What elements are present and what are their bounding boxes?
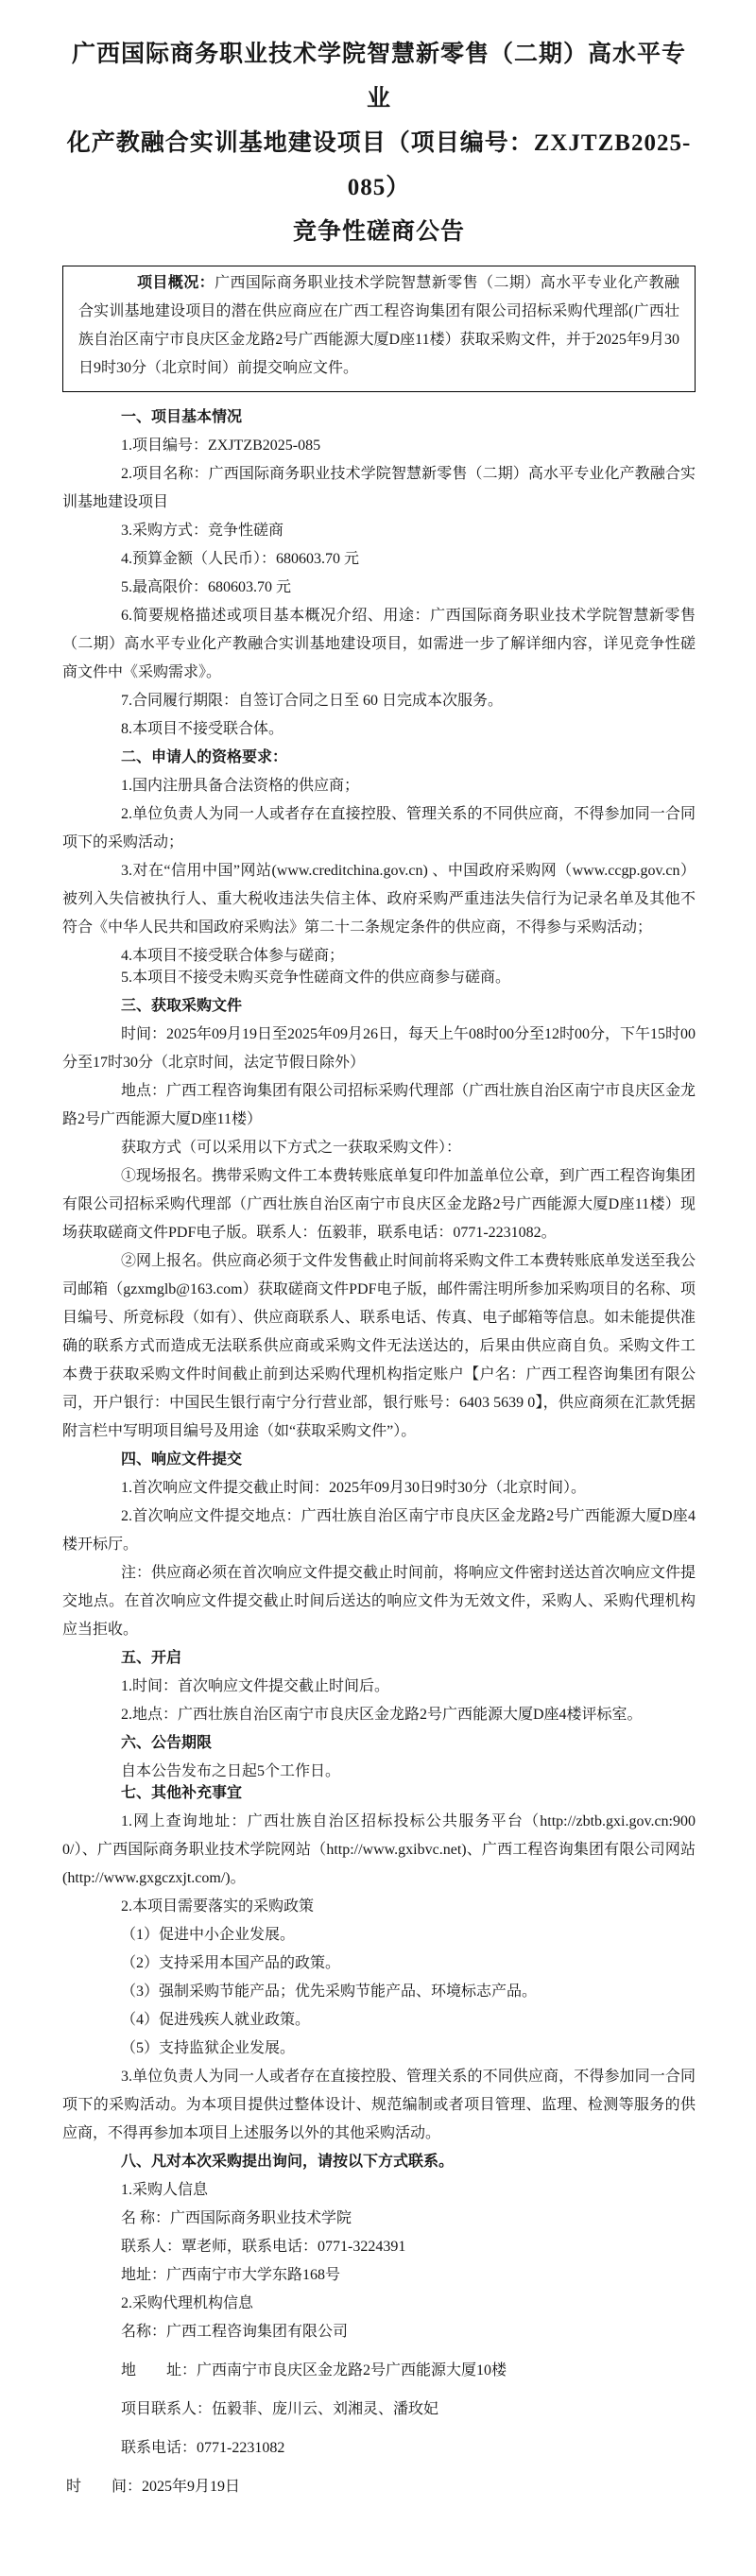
section-heading: 七、其他补充事宜 bbox=[121, 1785, 243, 1801]
paragraph: 名称：广西工程咨询集团有限公司 bbox=[121, 2324, 349, 2340]
paragraph: 2.首次响应文件提交地点：广西壮族自治区南宁市良庆区金龙路2号广西能源大厦D座4楼开标厅。 bbox=[62, 1508, 696, 1553]
paragraph: 2.采购代理机构信息 bbox=[121, 2295, 254, 2311]
paragraph: 联系人：覃老师，联系电话：0771-3224391 bbox=[121, 2239, 406, 2255]
paragraph: 4.本项目不接受联合体参与磋商； bbox=[121, 948, 345, 964]
paragraph: 地点：广西工程咨询集团有限公司招标采购代理部（广西壮族自治区南宁市良庆区金龙路2号广西能源大厦D座11楼） bbox=[62, 1083, 696, 1127]
paragraph: 4.预算金额（人民币）：680603.70 元 bbox=[121, 551, 360, 567]
project-overview-label: 项目概况： bbox=[137, 275, 215, 291]
title-line: 竞争性磋商公告 bbox=[292, 219, 465, 245]
paragraph: ②网上报名。供应商必须于文件发售截止时间前将采购文件工本费转账底单发送至我公司邮箱（gzxmglb@163.com）获取磋商文件PDF电子版，邮件需注明所参加采购项目的名称、项目编号、所竞标段（如有）、供应商联系人、联系电话、传真、电子邮箱等信息。如未能提供准确的联系方式而造成无法联系供应商或采购文件无法送达的，后果由供应商自负。采购文件工本费于获取采购文件时间截止前到达采购代理机构指定账户【户名：广西工程咨询集团有限公司，开户银行：中国民生银行南宁分行营业部，银行账号：6403 5639 0】，供应商须在汇款凭据附言栏中写明项目编号及用途（如“获取采购文件”）。 bbox=[62, 1253, 696, 1439]
paragraph: 5.最高限价：680603.70 元 bbox=[121, 579, 292, 595]
paragraph: 联系电话：0771-2231082 bbox=[121, 2440, 285, 2456]
document-body bbox=[62, 404, 696, 2501]
paragraph: 3.对在“信用中国”网站(www.creditchina.gov.cn) 、中国政府采购网（www.ccgp.gov.cn）被列入失信被执行人、重大税收违法失信主体、政府采购严重违法失信行为记录名单及其他不符合《中华人民共和国政府采购法》第二十二条规定条件的供应商，不得参与采购活动； bbox=[62, 863, 696, 936]
section-heading: 二、申请人的资格要求： bbox=[121, 749, 288, 765]
paragraph: 获取方式（可以采用以下方式之一获取采购文件）： bbox=[121, 1140, 462, 1156]
paragraph: 2.地点：广西壮族自治区南宁市良庆区金龙路2号广西能源大厦D座4楼评标室。 bbox=[121, 1707, 643, 1723]
section-heading: 三、获取采购文件 bbox=[121, 998, 243, 1014]
paragraph: 5.本项目不接受未购买竞争性磋商文件的供应商参与磋商。 bbox=[121, 970, 511, 986]
project-overview-body: 广西国际商务职业技术学院智慧新零售（二期）高水平专业化产教融合实训基地建设项目的潜在供应商应在广西工程咨询集团有限公司招标采购代理部(广西壮族自治区南宁市良庆区金龙路2号广西能源大厦D座11楼）获取采购文件，并于2025年9月30日9时30分（北京时间）前提交响应文件。 bbox=[78, 275, 679, 376]
paragraph: （2）支持采用本国产品的政策。 bbox=[121, 1955, 341, 1971]
paragraph: 3.单位负责人为同一人或者存在直接控股、管理关系的不同供应商，不得参加同一合同项下的采购活动。为本项目提供过整体设计、规范编制或者项目管理、监理、检测等服务的供应商，不得再参加本项目上述服务以外的其他采购活动。 bbox=[62, 2069, 696, 2141]
section-heading: 六、公告期限 bbox=[121, 1735, 213, 1751]
paragraph: 3.采购方式：竞争性磋商 bbox=[121, 523, 284, 539]
section-heading: 四、响应文件提交 bbox=[121, 1451, 243, 1468]
paragraph: 1.项目编号：ZXJTZB2025-085 bbox=[121, 438, 321, 454]
paragraph: 8.本项目不接受联合体。 bbox=[121, 721, 284, 737]
project-overview-text bbox=[78, 269, 679, 383]
paragraph: （4）促进残疾人就业政策。 bbox=[121, 2012, 311, 2028]
paragraph: 名 称：广西国际商务职业技术学院 bbox=[121, 2210, 352, 2226]
paragraph: 2.本项目需要落实的采购政策 bbox=[121, 1898, 315, 1915]
project-overview-box bbox=[62, 266, 696, 392]
paragraph: 地址：广西南宁市大学东路168号 bbox=[121, 2267, 341, 2283]
paragraph: 1.网上查询地址：广西壮族自治区招标投标公共服务平台（http://zbtb.gxi.gov.cn:9000/）、广西国际商务职业技术学院网站（http://www.gxibvc.net)、广西工程咨询集团有限公司网站(http://www.gxgczxjt.com/)。 bbox=[62, 1813, 696, 1886]
section-heading: 五、开启 bbox=[121, 1650, 182, 1666]
paragraph: （1）促进中小企业发展。 bbox=[121, 1927, 296, 1943]
paragraph: （5）支持监狱企业发展。 bbox=[121, 2040, 296, 2056]
paragraph: 2.项目名称：广西国际商务职业技术学院智慧新零售（二期）高水平专业化产教融合实训基地建设项目 bbox=[62, 466, 696, 510]
section-heading: 一、项目基本情况 bbox=[121, 409, 243, 425]
paragraph: 1.采购人信息 bbox=[121, 2182, 209, 2198]
title-line: 广西国际商务职业技术学院智慧新零售（二期）高水平专业 bbox=[71, 42, 686, 112]
paragraph: 2.单位负责人为同一人或者存在直接控股、管理关系的不同供应商，不得参加同一合同项下的采购活动； bbox=[62, 806, 696, 850]
paragraph: 时间：2025年09月19日至2025年09月26日，每天上午08时00分至12时00分，下午15时00分至17时30分（北京时间，法定节假日除外） bbox=[62, 1026, 696, 1071]
document-title bbox=[62, 32, 696, 254]
paragraph: 时 间：2025年9月19日 bbox=[66, 2479, 241, 2495]
paragraph: 项目联系人：伍毅菲、庞川云、刘湘灵、潘玫妃 bbox=[121, 2401, 439, 2417]
paragraph: 7.合同履行期限：自签订合同之日至 60 日完成本次服务。 bbox=[121, 693, 504, 709]
paragraph: （3）强制采购节能产品；优先采购节能产品、环境标志产品。 bbox=[121, 1984, 538, 2000]
title-line: 化产教融合实训基地建设项目（项目编号：ZXJTZB2025-085） bbox=[66, 130, 692, 200]
paragraph: ①现场报名。携带采购文件工本费转账底单复印件加盖单位公章，到广西工程咨询集团有限公司招标采购代理部（广西壮族自治区南宁市良庆区金龙路2号广西能源大厦D座11楼）现场获取磋商文件PDF电子版。联系人：伍毅菲，联系电话：0771-2231082。 bbox=[62, 1168, 696, 1241]
paragraph: 地 址：广西南宁市良庆区金龙路2号广西能源大厦10楼 bbox=[121, 2362, 507, 2379]
paragraph: 注：供应商必须在首次响应文件提交截止时间前，将响应文件密封送达首次响应文件提交地点。在首次响应文件提交截止时间后送达的响应文件为无效文件，采购人、采购代理机构应当拒收。 bbox=[62, 1565, 696, 1638]
section-heading: 八、凡对本次采购提出询问，请按以下方式联系。 bbox=[121, 2154, 455, 2170]
paragraph: 自本公告发布之日起5个工作日。 bbox=[121, 1763, 341, 1779]
paragraph: 1.国内注册具备合法资格的供应商； bbox=[121, 778, 360, 794]
paragraph: 1.首次响应文件提交截止时间：2025年09月30日9时30分（北京时间）。 bbox=[121, 1480, 587, 1496]
paragraph: 1.时间：首次响应文件提交截止时间后。 bbox=[121, 1678, 390, 1694]
paragraph: 6.简要规格描述或项目基本概况介绍、用途：广西国际商务职业技术学院智慧新零售（二期）高水平专业化产教融合实训基地建设项目，如需进一步了解详细内容，详见竞争性磋商文件中《采购需求》。 bbox=[62, 608, 696, 680]
